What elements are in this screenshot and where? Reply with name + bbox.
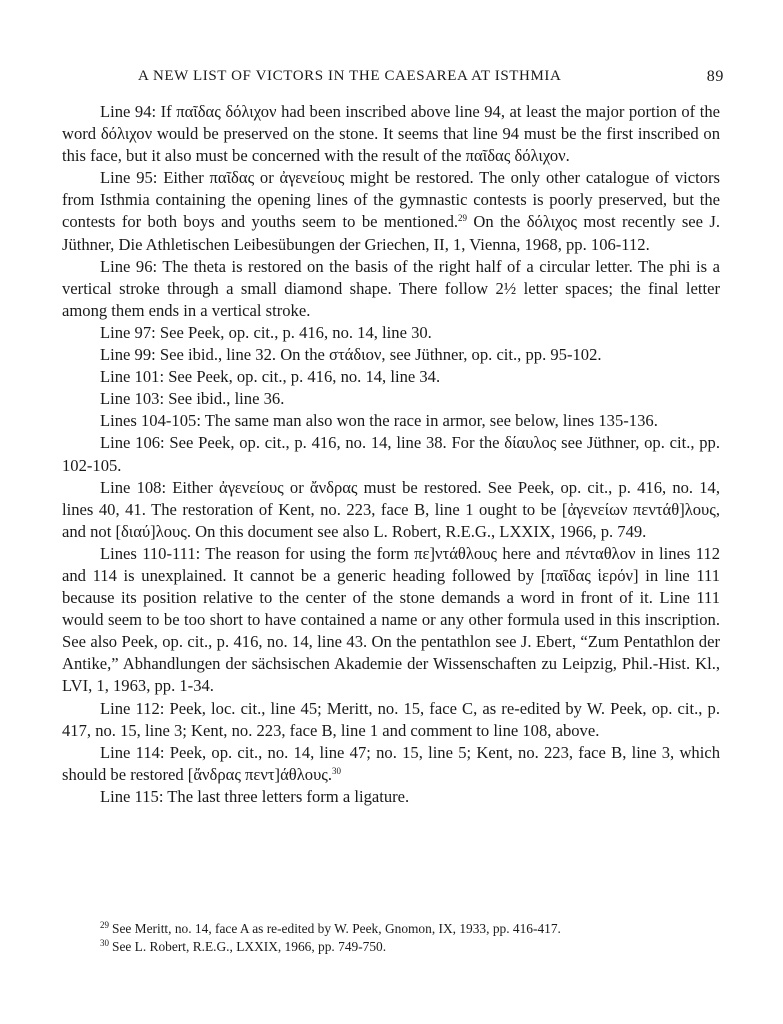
footnote-30 bbox=[100, 938, 720, 956]
commentary-line-115: Line 115: The last three letters form a ligature. bbox=[100, 786, 410, 806]
page-number: 89 bbox=[706, 68, 724, 85]
commentary-line-94: Line 94: If παῖδας δόλιχον had been inscribed above line 94, at least the major portion of the word δόλιχον would be preserved on the stone. It seems that line 94 must be the first inscribed on this face, but it also must be concerned with the result of the παῖδας δόλιχον. bbox=[62, 102, 720, 166]
footnote-ref-30[interactable]: 30 bbox=[332, 765, 342, 776]
commentary-line-99: Line 99: See ibid., line 32. On the στάδιον, see Jüthner, op. cit., pp. 95-102. bbox=[100, 345, 602, 365]
footnote-29 bbox=[100, 920, 720, 938]
footnote-ref-29[interactable]: 29 bbox=[458, 213, 468, 224]
commentary-lines-104-105: Lines 104-105: The same man also won the race in armor, see below, lines 135-136. bbox=[100, 411, 658, 431]
running-head bbox=[62, 66, 724, 88]
footnote-text: See L. Robert, R.E.G., LXXIX, 1966, pp. 749-750. bbox=[112, 939, 387, 954]
commentary-line-103: Line 103: See ibid., line 36. bbox=[100, 389, 285, 409]
commentary-line-95-cont: On the δόλιχος most recently see J. Jüthner, Die Athletischen Leibesübungen der Griechen, II, 1, Vienna, 1968, pp. 106-112. bbox=[62, 212, 720, 254]
commentary-line-106: Line 106: See Peek, op. cit., p. 416, no. 14, line 38. For the δίαυλος see Jüthner, op. cit., pp. 102-105. bbox=[62, 433, 720, 475]
commentary-line-96: Line 96: The theta is restored on the basis of the right half of a circular letter. The phi is a vertical stroke through a small diamond shape. There follow 2½ letter spaces; the final letter among them ends in a vertical stroke. bbox=[62, 256, 720, 320]
commentary-line-114 bbox=[62, 742, 720, 786]
footnote-mark: 30 bbox=[100, 938, 109, 948]
body-text bbox=[62, 101, 720, 808]
footnote-text: See Meritt, no. 14, face A as re-edited by W. Peek, Gnomon, IX, 1933, pp. 416-417. bbox=[112, 921, 561, 936]
commentary-line-95 bbox=[62, 167, 720, 255]
footnotes bbox=[100, 920, 720, 956]
running-title: A NEW LIST OF VICTORS IN THE CAESAREA AT ISTHMIA bbox=[138, 68, 562, 84]
commentary-line-97: Line 97: See Peek, op. cit., p. 416, no. 14, line 30. bbox=[100, 322, 432, 342]
commentary-lines-110-111: Lines 110-111: The reason for using the form πε]ντάθλους here and πένταθλον in lines 112 and 114 is unexplained. It cannot be a generic heading followed by [παῖδας ἱερόν] in line 111 because its position relative to the center of the stone demands a word in front of it. Line 111 would seem to be too short to have contained a name or any other formula used in this inscription. See also Peek, op. cit., p. 416, no. 14, line 43. On the pentathlon see J. Ebert, “Zum Pentathlon der Antike,” Abhandlungen der sächsischen Akademie der Wissenschaften zu Leipzig, Phil.-Hist. Kl., LVI, 1, 1963, pp. 1-34. bbox=[62, 543, 720, 696]
commentary-line-112: Line 112: Peek, loc. cit., line 45; Meritt, no. 15, face C, as re-edited by W. Peek, op. cit., p. 417, no. 15, line 3; Kent, no. 223, face B, line 1 and comment to line 108, above. bbox=[62, 698, 720, 740]
footnote-mark: 29 bbox=[100, 920, 109, 930]
commentary-line-114-text: Line 114: Peek, op. cit., no. 14, line 47; no. 15, line 5; Kent, no. 223, face B, line 3, which should be restored [ἄνδρας πεντ]άθλους. bbox=[62, 742, 720, 784]
commentary-line-108: Line 108: Either ἀγενείους or ἄνδρας must be restored. See Peek, op. cit., p. 416, no. 14, lines 40, 41. The restoration of Kent, no. 223, face B, line 1 ought to be [ἀγενείων πεντάθ]λους, and not [διαύ]λους. On this document see also L. Robert, R.E.G., LXXIX, 1966, p. 749. bbox=[62, 477, 720, 541]
commentary-line-95-text: Line 95: Either παῖδας or ἀγενείους might be restored. The only other catalogue of victors from Isthmia containing the opening lines of the gymnastic contests is poorly preserved, but the contests for both boys and youths seem to be mentioned. bbox=[62, 168, 720, 232]
commentary-line-101: Line 101: See Peek, op. cit., p. 416, no. 14, line 34. bbox=[100, 367, 441, 387]
